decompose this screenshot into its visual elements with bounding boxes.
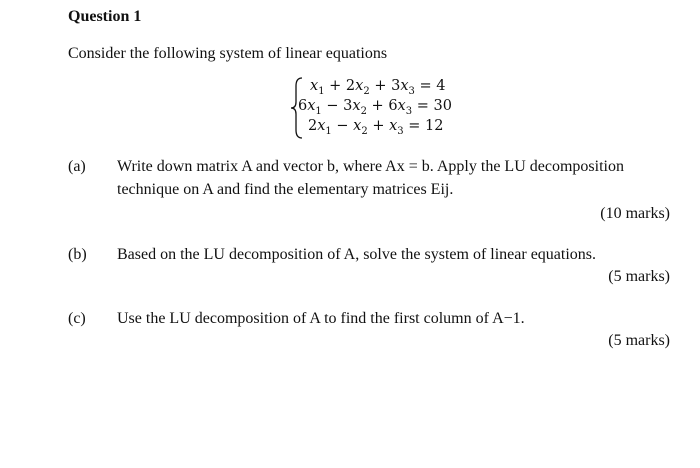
equation-1: $x_1 + 2x_2 + 3x_3 = 4$ bbox=[310, 78, 446, 97]
intro-text: Consider the following system of linear equations bbox=[68, 45, 388, 62]
part-c-label: (c) bbox=[68, 310, 86, 327]
part-b-text-line1: Based on the LU decomposition of A, solve the system of linear equations. bbox=[117, 246, 597, 263]
part-b-label: (b) bbox=[68, 246, 87, 263]
part-a-text-line2: technique on A and find the elementary matrices Eij. bbox=[117, 181, 454, 198]
part-c-text-line1: Use the LU decomposition of A to find the first column of A−1. bbox=[117, 310, 525, 327]
equation-system bbox=[290, 76, 470, 140]
equation-3: $2x_1 - x_2 + x_3 = 12$ bbox=[308, 118, 444, 137]
part-a-marks: (10 marks) bbox=[600, 205, 670, 222]
part-a-text-line1: Write down matrix A and vector b, where Ax = b. Apply the LU decomposition bbox=[117, 158, 624, 175]
part-c-marks: (5 marks) bbox=[608, 332, 670, 349]
part-a-label: (a) bbox=[68, 158, 86, 175]
part-b-marks: (5 marks) bbox=[608, 268, 670, 285]
equation-2: $6x_1 - 3x_2 + 6x_3 = 30$ bbox=[298, 98, 452, 117]
question-title: Question 1 bbox=[68, 8, 142, 25]
